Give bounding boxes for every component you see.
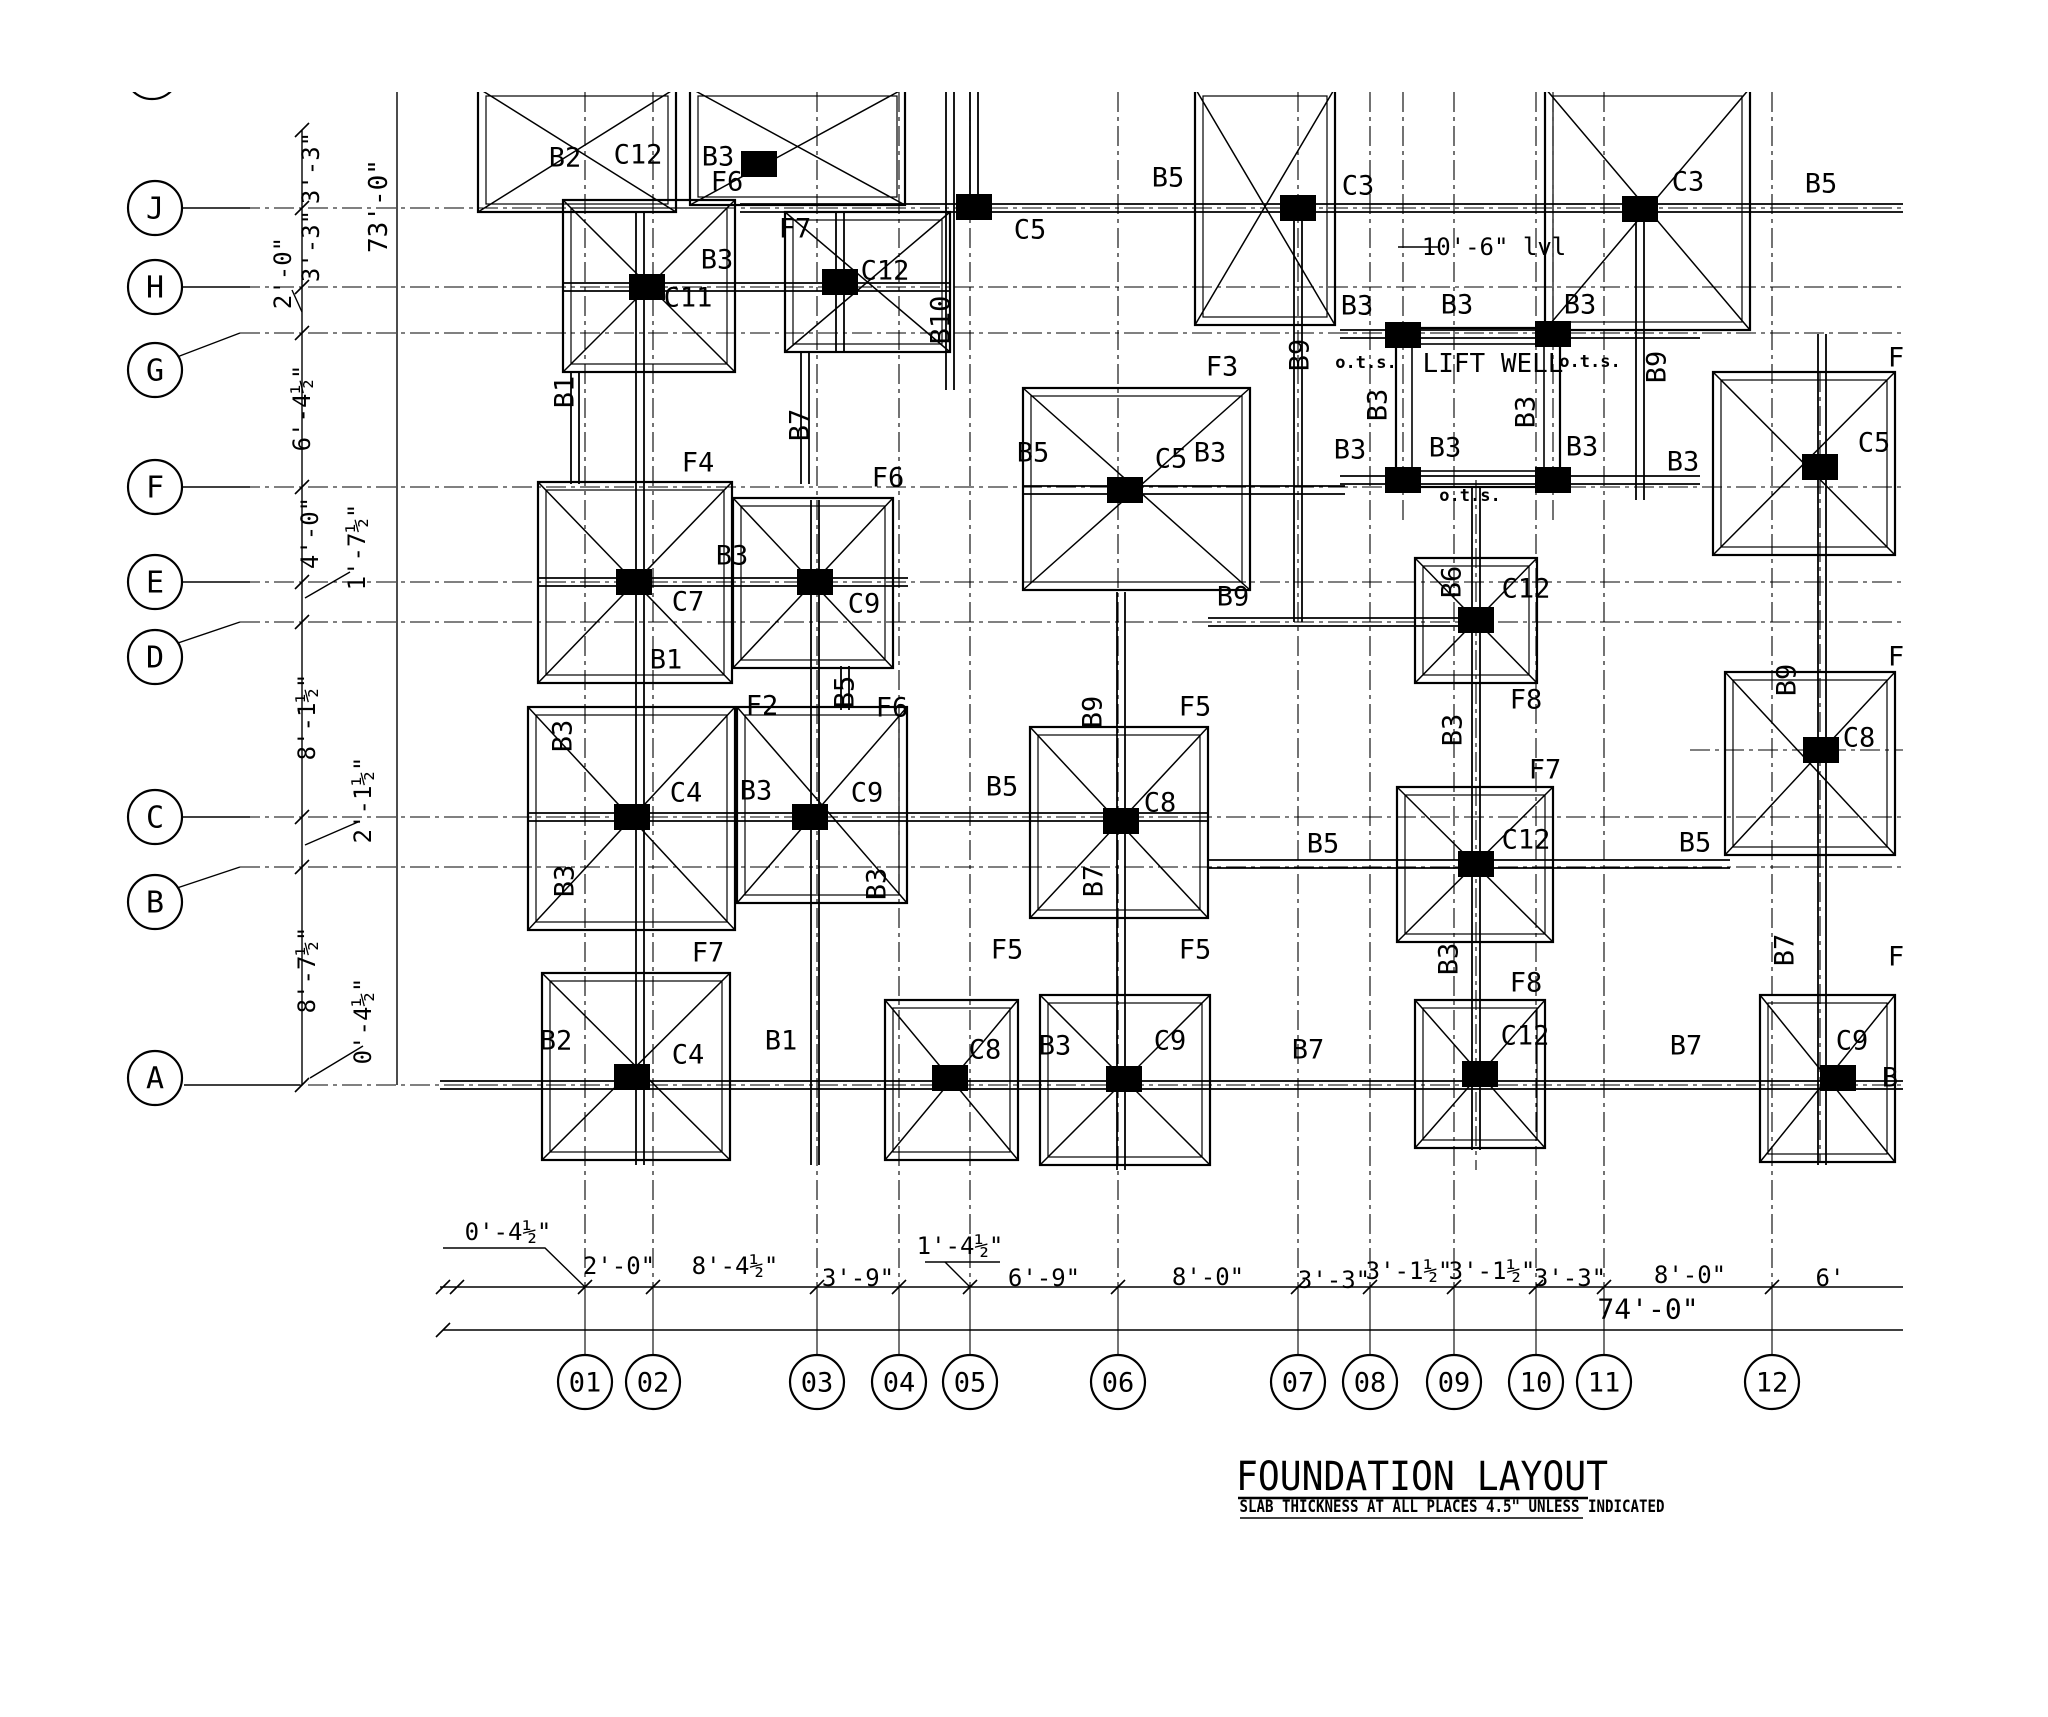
member-label: B5 <box>1804 168 1838 200</box>
bottom-dim-text: 6'-9" <box>1007 1264 1081 1292</box>
grid-bubble-col-label: 03 <box>800 1367 834 1399</box>
member-label: C5 <box>1857 427 1891 459</box>
column-block <box>1385 322 1421 348</box>
member-label: F6 <box>871 462 905 494</box>
member-label: B3 <box>700 244 734 276</box>
column-block <box>1106 1066 1142 1092</box>
member-label: B9 <box>1077 695 1109 729</box>
leader-line <box>443 1248 585 1287</box>
member-label: F4 <box>681 447 715 479</box>
member-label: F3 <box>1205 351 1239 383</box>
column-block <box>629 274 665 300</box>
member-label: B1 <box>549 375 581 409</box>
member-label: B3 <box>1340 290 1374 322</box>
left-dim-text: 8'-1½" <box>293 673 321 761</box>
member-label: F5 <box>990 934 1024 966</box>
grid-bubble-col-label: 10 <box>1519 1367 1553 1399</box>
member-label: B3 <box>1333 434 1367 466</box>
overall-width-dim: 74'-0" <box>1597 1292 1699 1326</box>
member-label: B7 <box>1669 1030 1703 1062</box>
member-label: F <box>1887 941 1905 973</box>
column-block <box>1820 1065 1856 1091</box>
member-label: B3 <box>1038 1030 1072 1062</box>
grid-bubble-col-label: 02 <box>636 1367 670 1399</box>
crop-mask-top <box>0 0 2048 92</box>
column-block <box>1803 737 1839 763</box>
left-dim-text: 2'-0" <box>269 236 297 310</box>
member-label: B2 <box>539 1025 573 1057</box>
drawing-title: FOUNDATION LAYOUT <box>1236 1454 1608 1500</box>
member-label: B3 <box>547 719 579 753</box>
grid-bubble-col-label: 04 <box>882 1367 916 1399</box>
left-dim-text: 4'-0" <box>296 496 324 570</box>
member-label: F <box>1887 342 1905 374</box>
left-dim-text: 3'-3" <box>297 131 325 205</box>
member-label: C12 <box>1501 824 1551 856</box>
column-block <box>741 151 777 177</box>
level-note: 10'-6" lvl <box>1421 233 1567 261</box>
bottom-dim-text: 3'-9" <box>821 1264 895 1292</box>
member-label: F6 <box>710 166 744 198</box>
column-block <box>792 804 828 830</box>
column-block <box>614 804 650 830</box>
member-label: B1 <box>764 1025 798 1057</box>
member-label: C3 <box>1671 166 1705 198</box>
column-block <box>1458 607 1494 633</box>
member-label: F8 <box>1509 684 1543 716</box>
bottom-dim-text: 8'-0" <box>1171 1263 1245 1291</box>
grid-bubble-col-label: 06 <box>1101 1367 1135 1399</box>
left-dim-text: 8'-7½" <box>293 926 321 1014</box>
member-label: B3 <box>1666 446 1700 478</box>
leader-line <box>175 622 240 644</box>
overall-height-dim: 73'-0" <box>364 159 394 253</box>
member-label: C9 <box>847 588 881 620</box>
member-label: B5 <box>1306 828 1340 860</box>
grid-bubble-col-label: 05 <box>953 1367 987 1399</box>
column-block <box>1802 454 1838 480</box>
column-block <box>797 569 833 595</box>
member-label: F6 <box>875 692 909 724</box>
ots-label: o.t.s. <box>1335 353 1397 373</box>
member-label: C12 <box>1501 573 1551 605</box>
left-dim-text: 6'-4½" <box>288 364 316 452</box>
grid-bubble-col-label: 11 <box>1587 1367 1621 1399</box>
left-dim-text: 1'-7½" <box>343 503 371 591</box>
member-label: C11 <box>663 282 713 314</box>
member-label: C9 <box>850 777 884 809</box>
crop-mask-right <box>1904 0 2048 1717</box>
member-label: F5 <box>1178 691 1212 723</box>
grid-bubble-row-label: D <box>145 640 165 676</box>
left-dim-text: 2'-1½" <box>349 756 377 844</box>
member-label: B9 <box>1216 581 1250 613</box>
member-label: B <box>1881 1062 1899 1094</box>
grid-bubble-col-label: 12 <box>1755 1367 1789 1399</box>
grid-bubble-col-label: 09 <box>1437 1367 1471 1399</box>
left-dim-text: 3'-3" <box>297 209 325 283</box>
member-label: B5 <box>1678 827 1712 859</box>
member-label: B3 <box>1440 289 1474 321</box>
member-label: B9 <box>1284 338 1316 372</box>
member-label: F <box>1887 641 1905 673</box>
member-label: C12 <box>860 255 910 287</box>
member-label: C8 <box>1842 722 1876 754</box>
member-label: C12 <box>613 139 663 171</box>
member-label: C4 <box>669 777 703 809</box>
member-label: B3 <box>701 141 735 173</box>
column-block <box>1280 195 1316 221</box>
bottom-dim-text: 3'-3" <box>1533 1264 1607 1292</box>
member-label: B3 <box>1563 289 1597 321</box>
member-label: B5 <box>1016 437 1050 469</box>
column-block <box>1535 467 1571 493</box>
grid-bubble-col-label: 01 <box>568 1367 602 1399</box>
member-label: B1 <box>649 644 683 676</box>
grid-bubble-col-label: 07 <box>1281 1367 1315 1399</box>
bottom-dim-text: 3'-3" <box>1297 1266 1371 1294</box>
column-block <box>614 1064 650 1090</box>
column-block <box>616 569 652 595</box>
grid-bubble-row-label: A <box>145 1061 165 1097</box>
member-label: B3 <box>715 540 749 572</box>
leader-line <box>177 333 240 357</box>
left-dim-text: 0'-4½" <box>349 977 377 1065</box>
bottom-dim-text: 6' <box>1815 1264 1845 1292</box>
member-label: B2 <box>548 142 582 174</box>
bottom-dim-text: 2'-0" <box>582 1252 656 1280</box>
member-label: C8 <box>1143 787 1177 819</box>
member-label: B6 <box>1436 565 1468 599</box>
member-label: B3 <box>549 864 581 898</box>
member-label: F5 <box>1178 934 1212 966</box>
member-label: F8 <box>1509 967 1543 999</box>
member-label: B7 <box>784 408 816 442</box>
bottom-dim-text: 0'-4½" <box>464 1218 552 1246</box>
member-label: B9 <box>1641 350 1673 384</box>
grid-bubble-col-label: 08 <box>1353 1367 1387 1399</box>
member-label: F7 <box>1528 754 1562 786</box>
column-block <box>956 194 992 220</box>
member-label: C9 <box>1153 1025 1187 1057</box>
member-label: F7 <box>778 213 812 245</box>
member-label: B3 <box>1565 431 1599 463</box>
grid-bubble-row-label: F <box>145 470 165 506</box>
member-label: B3 <box>1433 942 1465 976</box>
grid-bubble-row-label: E <box>145 565 165 601</box>
grid-bubble-row-label: H <box>145 270 165 306</box>
member-label: B3 <box>1193 437 1227 469</box>
member-label: C5 <box>1154 443 1188 475</box>
member-label: B3 <box>1510 395 1542 429</box>
member-label: B3 <box>739 775 773 807</box>
grid-bubble-row-label: G <box>145 353 165 389</box>
member-label: B7 <box>1078 864 1110 898</box>
grid-bubble-row-label: J <box>145 191 165 227</box>
member-label: B10 <box>925 295 957 345</box>
column-block <box>1385 467 1421 493</box>
member-label: F7 <box>691 937 725 969</box>
ots-label: o.t.s. <box>1439 486 1501 506</box>
bottom-dim-text: 8'-0" <box>1653 1261 1727 1289</box>
column-block <box>1103 808 1139 834</box>
bottom-dim-text: 3'-1½" <box>1448 1257 1536 1285</box>
bottom-dim-text: 1'-4½" <box>916 1232 1004 1260</box>
drawing-subtitle: SLAB THICKNESS AT ALL PLACES 4.5" UNLESS INDICATED <box>1239 1497 1665 1517</box>
column-block <box>822 269 858 295</box>
member-label: B9 <box>1771 663 1803 697</box>
column-block <box>1458 851 1494 877</box>
member-label: F2 <box>745 690 779 722</box>
member-label: C4 <box>671 1039 705 1071</box>
grid-bubble-row-label: B <box>145 885 165 921</box>
bottom-dim-text: 8'-4½" <box>691 1252 779 1280</box>
member-label: C3 <box>1341 170 1375 202</box>
column-block <box>1622 196 1658 222</box>
leader-line <box>945 1262 970 1287</box>
leader-line <box>174 867 240 889</box>
member-label: C7 <box>671 586 705 618</box>
member-label: C9 <box>1835 1025 1869 1057</box>
member-label: B5 <box>829 675 861 709</box>
grid-bubble-row-label: C <box>145 800 165 836</box>
member-label: C8 <box>968 1034 1002 1066</box>
member-label: C5 <box>1013 214 1047 246</box>
lift-well-label: LIFT WELL <box>1422 349 1564 379</box>
column-block <box>1535 321 1571 347</box>
bottom-dim-text: 3'-1½" <box>1365 1257 1453 1285</box>
column-block <box>1107 477 1143 503</box>
column-block <box>932 1065 968 1091</box>
member-label: B3 <box>1362 388 1394 422</box>
member-label: B5 <box>985 771 1019 803</box>
member-label: B3 <box>1437 713 1469 747</box>
member-label: B3 <box>861 867 893 901</box>
member-label: B7 <box>1291 1034 1325 1066</box>
ots-label: o.t.s. <box>1559 352 1621 372</box>
member-label: B3 <box>1428 432 1462 464</box>
column-block <box>1462 1061 1498 1087</box>
member-label: C12 <box>1500 1020 1550 1052</box>
member-label: B5 <box>1151 162 1185 194</box>
member-label: B7 <box>1769 933 1801 967</box>
